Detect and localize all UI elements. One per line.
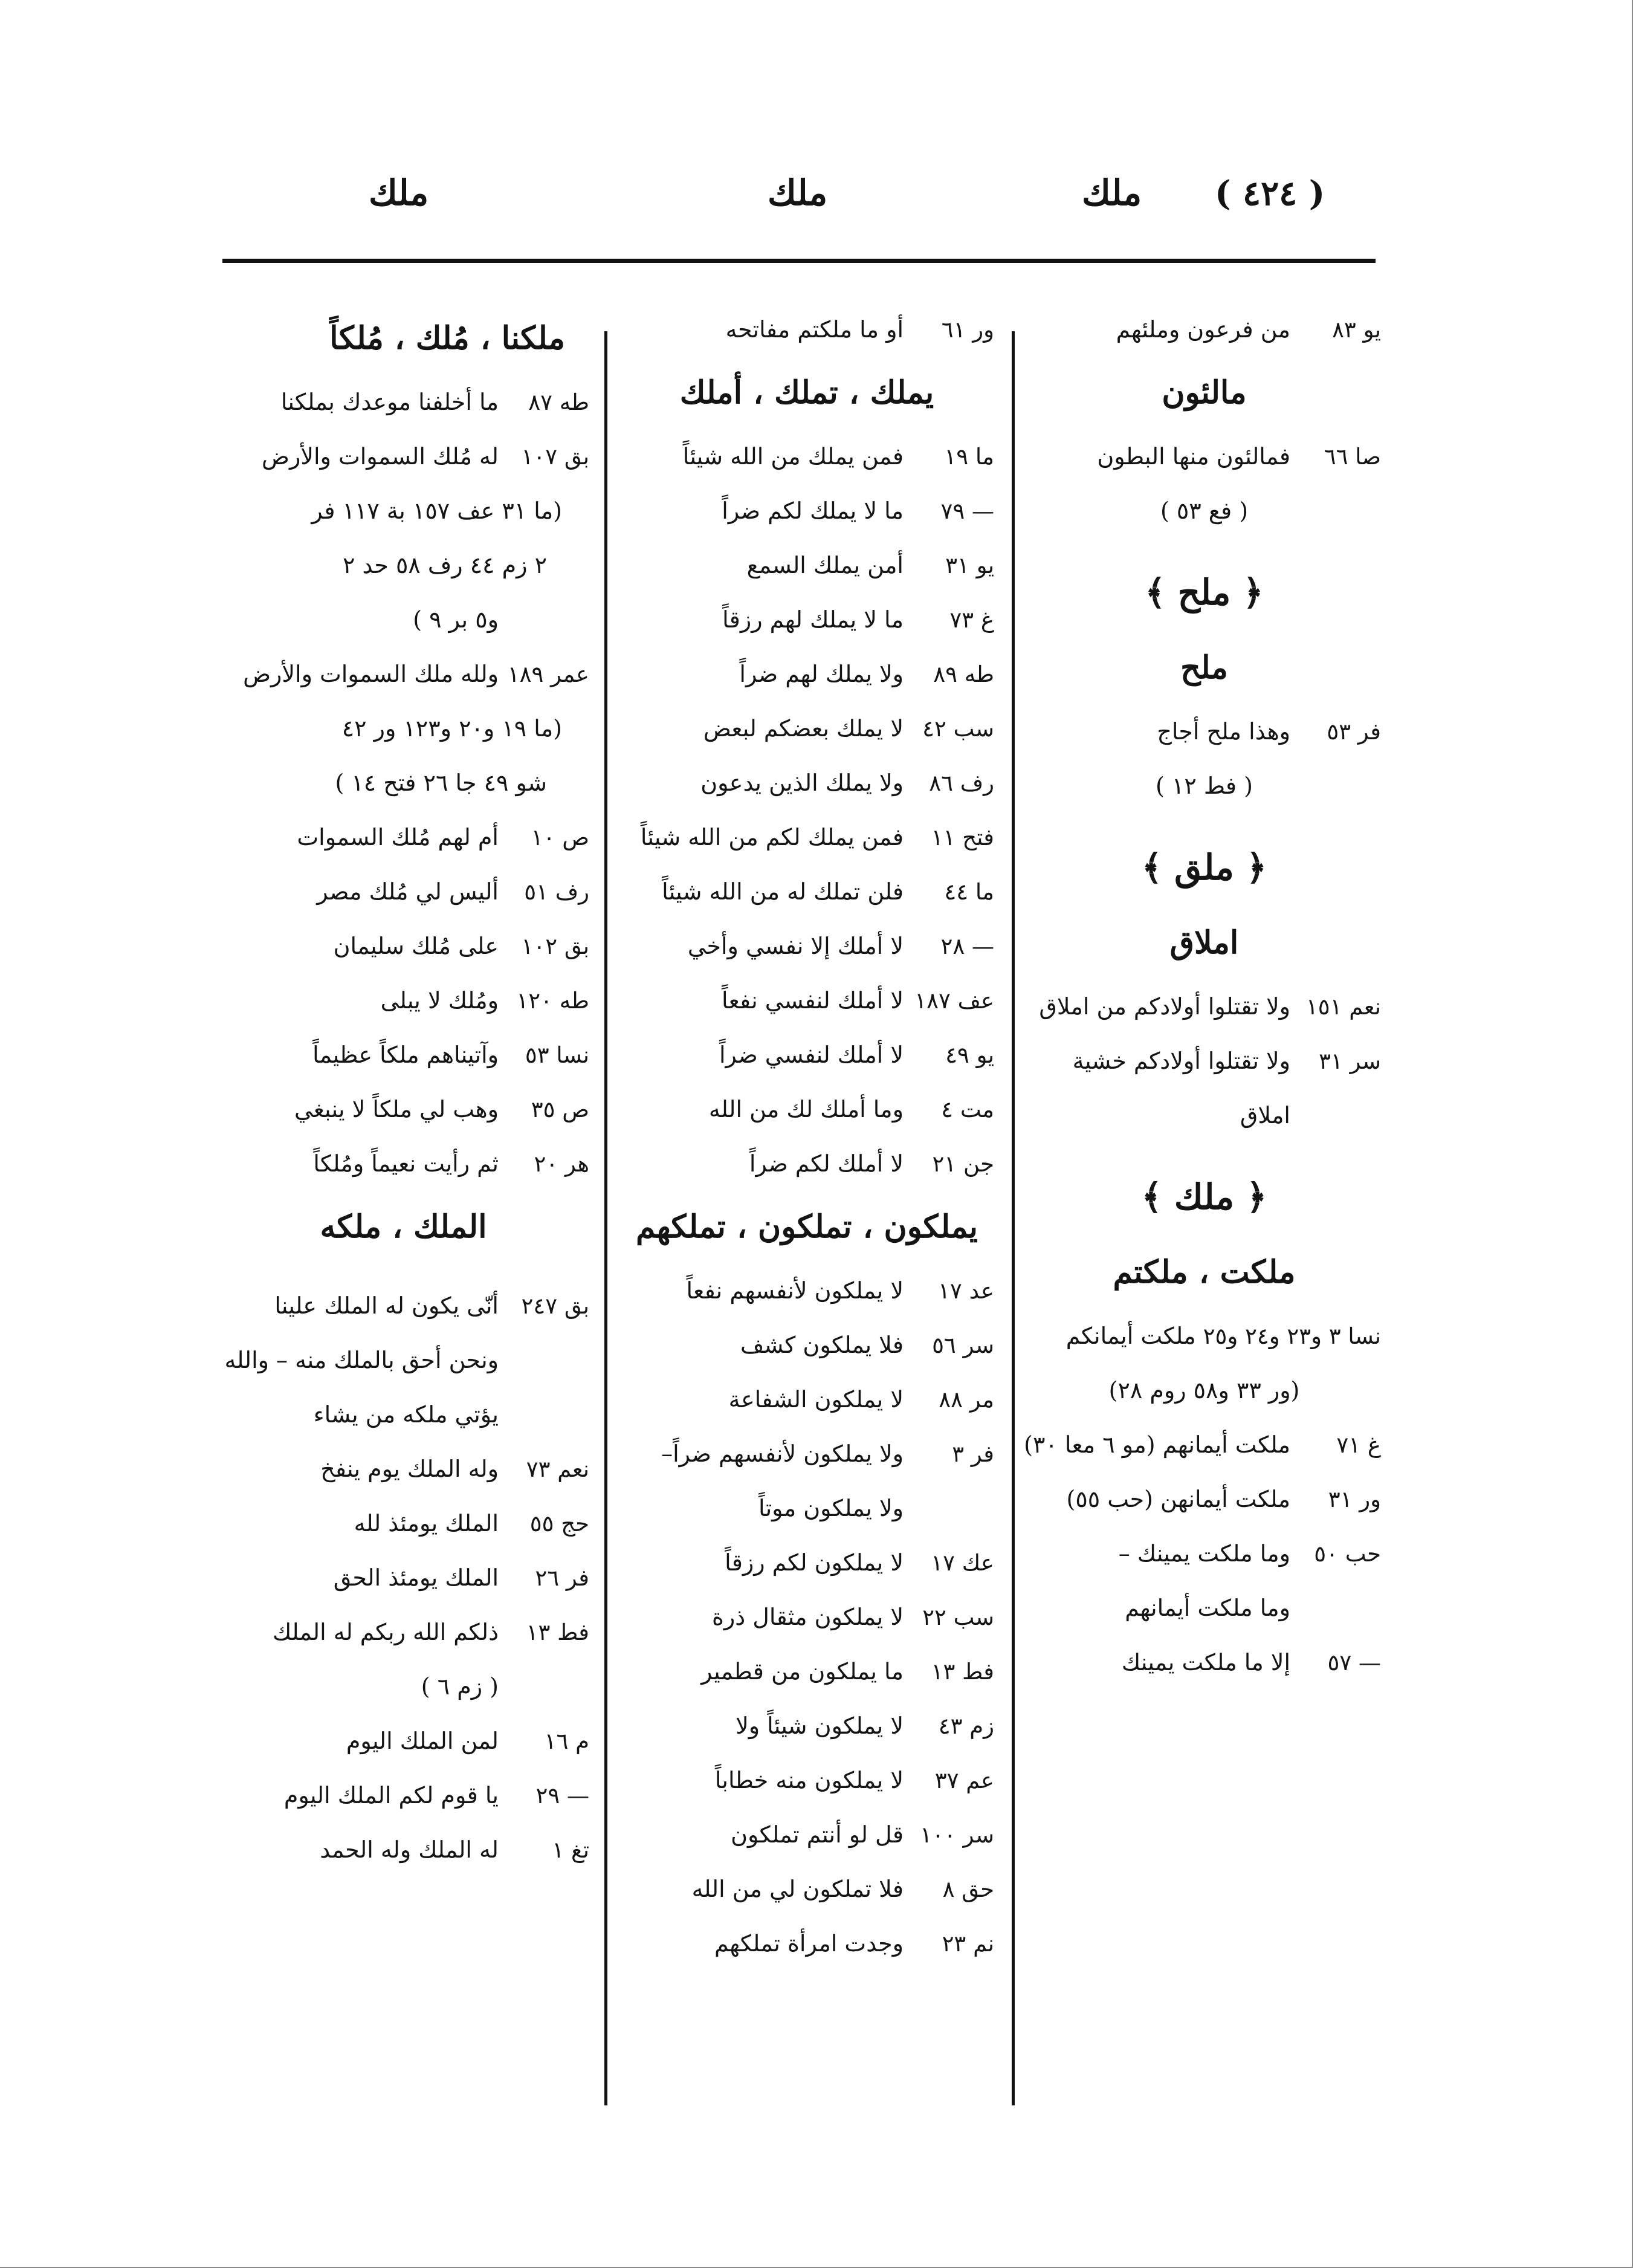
entry-continuation: املاق <box>1240 1102 1290 1129</box>
entry <box>619 1862 994 1916</box>
entry-ref: سر ٥٦ <box>932 1332 994 1358</box>
entry-ref: فتح ١١ <box>931 825 994 850</box>
root-heading: ﴿ ملك ﴾ <box>1141 1176 1267 1217</box>
entry <box>1027 1526 1381 1581</box>
entry <box>218 1496 589 1550</box>
header-word-right: ملك <box>1082 172 1142 213</box>
entry-text: وآتيناهم ملكاً عظيماً <box>312 1042 499 1068</box>
entry-ref: سر ١٠٠ <box>920 1822 994 1848</box>
subheading: مالئون <box>1162 374 1247 411</box>
entry <box>1027 1034 1381 1088</box>
entry-text: الملك يومئذ الحق <box>333 1564 499 1591</box>
entry-text: ملكت أيمانكم <box>1065 1323 1196 1349</box>
entry-ref: سب ٢٢ <box>922 1604 994 1630</box>
column-rule-left <box>604 331 607 2105</box>
header-word-left: ملك <box>369 172 429 213</box>
entry-text: وما ملكت يمينك – <box>1118 1540 1290 1567</box>
entry <box>1027 979 1381 1034</box>
entry-ref: هر ٢٠ <box>534 1151 589 1177</box>
entry-text: أليس لي مُلك مصر <box>317 878 499 905</box>
entry-text: أنّى يكون له الملك علينا <box>274 1292 499 1319</box>
entry-text: فمالئون منها البطون <box>1097 443 1290 470</box>
column-rule-right <box>1012 331 1015 2105</box>
entry <box>619 1028 994 1082</box>
entry <box>619 701 994 756</box>
entry <box>1027 1472 1381 1526</box>
entry <box>619 538 994 592</box>
entry-text: ما لا يملك لهم رزقاً <box>722 606 904 633</box>
entry-ref: نسا ٣ و٢٣ و٢٤ و٢٥ <box>1203 1323 1381 1349</box>
entry <box>218 1278 589 1333</box>
entry <box>619 1699 994 1753</box>
subheading: املاق <box>1169 924 1239 961</box>
entry-ref: حق ٨ <box>942 1876 994 1902</box>
entry-text: لا يملكون الشفاعة <box>728 1386 904 1413</box>
entry <box>218 1822 589 1877</box>
entry-ref: مت ٤ <box>941 1097 994 1123</box>
entry-continuation: شو ٤٩ جا ٢٦ فتح ١٤ ) <box>335 770 547 796</box>
entry-ref: سر ٣١ <box>1319 1048 1381 1074</box>
subheading: ملح <box>1180 649 1228 686</box>
entry-text: وهب لي ملكاً لا ينبغي <box>294 1096 499 1123</box>
page-number: ( ٤٢٤ ) <box>1215 173 1325 213</box>
entry <box>1027 429 1381 484</box>
entry <box>218 1714 589 1768</box>
entry <box>1027 1635 1381 1690</box>
entry <box>619 302 994 357</box>
entry-text: أو ما ملكتم مفاتحه <box>725 316 904 343</box>
entry-text: لا أملك لكم ضراً <box>749 1150 904 1177</box>
entry <box>218 919 589 973</box>
subheading: ملكت ، ملكتم <box>1113 1254 1296 1291</box>
subheading: يملك ، تملك ، أملك <box>679 374 934 411</box>
entry <box>218 1605 589 1659</box>
entry <box>619 1916 994 1971</box>
entry-text: ثم رأيت نعيماً ومُلكاً <box>313 1150 499 1177</box>
root-heading: ﴿ ملق ﴾ <box>1142 847 1267 888</box>
subheading: ملكنا ، مُلك ، مُلكاً <box>329 320 565 357</box>
entry-continuation: ولا يملكون موتاً <box>758 1495 904 1521</box>
entry-ref: نعم ٧٣ <box>526 1456 589 1482</box>
entry <box>619 429 994 484</box>
header-rule <box>222 259 1376 263</box>
entry-ref: بق ١٠٧ <box>521 444 589 470</box>
entry-text: له الملك وله الحمد <box>320 1836 499 1863</box>
entry-text: وله الملك يوم ينفخ <box>320 1456 499 1482</box>
entry <box>619 1427 994 1481</box>
entry-ref: ور ٦١ <box>941 317 994 343</box>
entry-continuation: ( فع ٥٣ ) <box>1160 497 1249 524</box>
entry <box>218 1082 589 1136</box>
entry-continuation: (ما ٣١ عف ١٥٧ بة ١١٧ فر <box>311 497 562 524</box>
entry <box>218 1768 589 1822</box>
entry-ref: تغ ١ <box>552 1837 589 1863</box>
entry-text: من فرعون وملئهم <box>1116 316 1290 343</box>
entry-ref: عم ٣٧ <box>934 1767 994 1793</box>
entry <box>619 1590 994 1644</box>
entry-ref: يو ٨٣ <box>1332 317 1381 343</box>
entry-text: ذلكم الله ربكم له الملك <box>272 1619 499 1645</box>
entry-continuation: و٥ بر ٩ ) <box>413 606 499 633</box>
entry-text: وما أملك لك من الله <box>708 1096 904 1123</box>
entry <box>218 429 589 484</box>
entry <box>1027 302 1381 357</box>
entry-text: وجدت امرأة تملكهم <box>714 1930 904 1957</box>
entry-ref: صا ٦٦ <box>1324 444 1381 470</box>
entry-ref: غ ٧١ <box>1336 1432 1381 1458</box>
entry-continuation: (ور ٣٣ و٥٨ روم ٢٨) <box>1108 1377 1300 1404</box>
entry <box>619 1535 994 1590</box>
entry-text: ولا تقتلوا أولادكم خشية <box>1072 1048 1290 1074</box>
entry-ref: حب ٥٠ <box>1314 1541 1381 1567</box>
entry-ref: فط ١٣ <box>931 1659 994 1685</box>
entry-continuation: ونحن أحق بالملك منه – والله <box>224 1347 499 1373</box>
entry-text: لمن الملك اليوم <box>346 1728 499 1754</box>
entry-text: على مُلك سليمان <box>333 933 499 959</box>
entry <box>619 919 994 973</box>
entry-ref: طه ٨٧ <box>528 389 589 415</box>
entry <box>619 1644 994 1699</box>
entry <box>218 1550 589 1605</box>
entry <box>619 1263 994 1318</box>
entry-ref: — ٧٩ <box>940 498 994 524</box>
entry <box>619 864 994 919</box>
entry <box>218 864 589 919</box>
entry-ref: زم ٤٣ <box>938 1713 994 1739</box>
entry-ref: حج ٥٥ <box>529 1511 589 1537</box>
entry-text: لا يملكون منه خطاباً <box>714 1767 904 1793</box>
entry-ref: فط ١٣ <box>526 1619 589 1645</box>
entry <box>619 1318 994 1372</box>
entry-ref: — ٥٧ <box>1327 1650 1381 1676</box>
entry-ref: يو ٣١ <box>945 552 994 578</box>
entry-text: لا يملكون مثقال ذرة <box>712 1604 904 1630</box>
entry-text: يا قوم لكم الملك اليوم <box>283 1782 499 1809</box>
entry-ref: جن ٢١ <box>932 1151 994 1177</box>
entry-text: لا يملكون لكم رزقاً <box>725 1549 904 1576</box>
entry-text: لا أملك لنفسي ضراً <box>719 1042 904 1068</box>
subheading: يملكون ، تملكون ، تملكهم <box>635 1208 978 1245</box>
entry-text: له مُلك السموات والأرض <box>262 443 499 470</box>
entry-text: ما أخلفنا موعدك بملكنا <box>280 389 499 415</box>
entry-text: إلا ما ملكت يمينك <box>1121 1649 1290 1676</box>
entry-ref: ما ٤٤ <box>944 879 994 905</box>
entry-text: ولا تقتلوا أولادكم من املاق <box>1039 993 1290 1020</box>
entry-ref: م ١٦ <box>544 1728 589 1754</box>
entry-continuation: وما ملكت أيمانهم <box>1125 1595 1290 1621</box>
entry-ref: غ ٧٣ <box>949 607 994 633</box>
entry-text: لا يملكون لأنفسهم نفعاً <box>686 1277 904 1304</box>
entry-ref: ما ١٩ <box>944 444 994 470</box>
column-left <box>218 302 589 1877</box>
entry <box>218 1442 589 1496</box>
entry <box>619 647 994 701</box>
entry <box>619 1136 994 1191</box>
entry-continuation: ( فط ١٢ ) <box>1156 773 1253 799</box>
entry-text: ملكت أيمانهم (مو ٦ معا ٣٠) <box>1024 1431 1290 1458</box>
entry <box>619 1753 994 1807</box>
entry-text: ما يملكون من قطمير <box>701 1658 904 1685</box>
page-header <box>218 172 1372 227</box>
entry-text: ولا يملك الذين يدعون <box>700 770 904 796</box>
entry-text: ملكت أيمانهن (حب ٥٥) <box>1066 1486 1290 1512</box>
entry-text: أمن يملك السمع <box>746 552 904 578</box>
entry-text: لا أملك لنفسي نفعاً <box>722 987 904 1014</box>
entry-ref: رف ٨٦ <box>929 770 994 796</box>
entry-ref: بق ١٠٢ <box>521 933 589 959</box>
entry-ref: نعم ١٥١ <box>1305 994 1381 1020</box>
entry-text: لا أملك إلا نفسي وأخي <box>687 933 904 959</box>
entry-ref: طه ٨٩ <box>933 661 994 687</box>
entry <box>619 1372 994 1427</box>
entry <box>619 756 994 810</box>
entry-ref: — ٢٩ <box>535 1783 589 1809</box>
entry-text: فمن يملك لكم من الله شيئاً <box>640 824 904 850</box>
entry <box>1027 704 1381 759</box>
entry-text: وهذا ملح أجاج <box>1157 718 1290 745</box>
entry-ref: بق ٢٤٧ <box>521 1293 589 1319</box>
entry <box>1024 1418 1381 1472</box>
entry-ref: رف ٥١ <box>524 879 589 905</box>
entry <box>619 1082 994 1136</box>
entry <box>619 484 994 538</box>
entry <box>218 810 589 864</box>
entry-text: فمن يملك من الله شيئاً <box>682 443 904 470</box>
entry-continuation: يؤتي ملكه من يشاء <box>313 1401 499 1428</box>
entry <box>619 973 994 1028</box>
entry-ref: فر ٣ <box>952 1441 994 1467</box>
entry-text: ما لا يملك لكم ضراً <box>722 497 904 524</box>
entry <box>218 647 589 701</box>
entry <box>218 973 589 1028</box>
entry-ref: طه ١٢٠ <box>516 988 589 1014</box>
root-heading: ﴿ ملح ﴾ <box>1145 572 1264 613</box>
entry-ref: عمر ١٨٩ <box>507 661 589 687</box>
entry-ref: — ٢٨ <box>940 933 994 959</box>
entry <box>1027 1309 1381 1363</box>
entry-continuation: (ما ١٩ و٢٠ و١٢٣ ور ٤٢ <box>341 715 562 742</box>
entry <box>218 1136 589 1191</box>
entry-continuation: ( زم ٦ ) <box>421 1673 499 1700</box>
entry-text: لا يملكون شيئاً ولا <box>736 1712 904 1739</box>
entry-text: ولا يملك لهم ضراً <box>739 661 904 687</box>
entry-ref: عف ١٨٧ <box>914 988 994 1014</box>
subheading: الملك ، ملكه <box>320 1208 487 1245</box>
entry <box>619 592 994 647</box>
entry-text: الملك يومئذ لله <box>354 1510 499 1537</box>
entry-ref: فر ٢٦ <box>535 1565 589 1591</box>
entry <box>619 810 994 864</box>
entry-ref: ص ١٠ <box>531 825 589 850</box>
header-word-middle: ملك <box>768 172 828 213</box>
entry-ref: يو ٤٩ <box>945 1042 994 1068</box>
entry-ref: ص ٣٥ <box>531 1097 589 1123</box>
entry-ref: مر ٨٨ <box>939 1387 994 1413</box>
entry-ref: سب ٤٢ <box>922 716 994 742</box>
entry-ref: عد ١٧ <box>937 1278 994 1304</box>
entry <box>218 1028 589 1082</box>
entry-continuation: ٢ زم ٤٤ رف ٥٨ حد ٢ <box>342 552 547 578</box>
entry-text: ومُلك لا يبلى <box>380 987 499 1014</box>
entry-text: فلا تملكون لي من الله <box>691 1876 904 1902</box>
entry-ref: عك ١٧ <box>931 1550 994 1576</box>
entry-text: لا يملك بعضكم لبعض <box>703 715 904 742</box>
column-right <box>1024 302 1381 1690</box>
entry-text: ولا يملكون لأنفسهم ضراً– <box>661 1440 904 1467</box>
entry-ref: فر ٥٣ <box>1327 719 1381 745</box>
entry-ref: نم ٢٣ <box>942 1931 994 1957</box>
column-middle <box>619 302 994 1971</box>
entry-text: أم لهم مُلك السموات <box>297 824 499 850</box>
entry <box>218 375 589 429</box>
entry-text: ولله ملك السموات والأرض <box>243 661 499 687</box>
entry-ref: ور ٣١ <box>1328 1486 1381 1512</box>
entry-text: قل لو أنتم تملكون <box>731 1821 904 1848</box>
entry-text: فلن تملك له من الله شيئاً <box>662 878 904 905</box>
entry-ref: نسا ٥٣ <box>525 1042 589 1068</box>
entry-text: فلا يملكون كشف <box>740 1332 904 1358</box>
entry <box>619 1807 994 1862</box>
